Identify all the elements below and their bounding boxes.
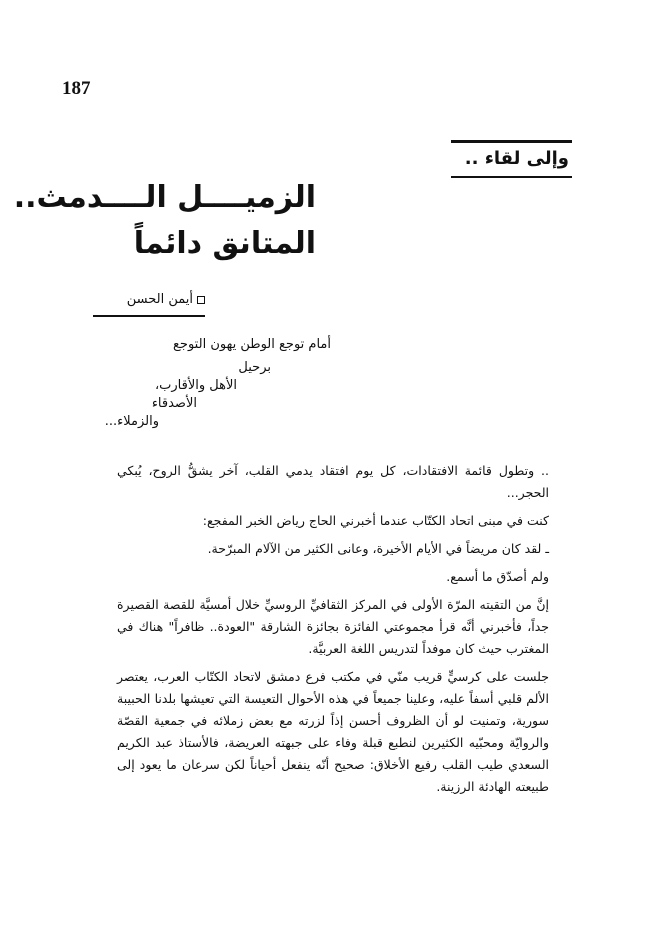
title-line-2: المتانق دائماً — [133, 226, 316, 261]
poem-line: الأهل والأقارب، — [154, 378, 237, 393]
body-paragraph: جلست على كرسيٍّ قريب منّي في مكتب فرع دمشق لاتحاد الكتّاب العرب، يعتصر الألم قلبي أسفاً عليه، وعلينا جميعاً في هذه الأحوال التعيسة التي تعيشها بلدنا الحبيبة سورية، وتمنيت لو أن الظروف أحسن إذاً لزرته مع بعض زملائه في جمعية القصّة والروايّة ومحبّيه الكثيرين لنطبع قبلة وفاء على جبهته العريضة، فالأستاذ عبد الكريم السعدي طيب القلب رفيع الأخلاق: صحيح أنّه ينفعل أحياناً لكن سرعان ما يعود إلى طبيعته الهادئة الرزينة. — [117, 669, 549, 794]
body-paragraph: .. وتطول قائمة الافتقادات، كل يوم افتقاد يدمي القلب، آخر يشقُّ الروح، يُبكي الحجر... — [117, 463, 549, 500]
section-rule-bottom — [451, 176, 572, 178]
square-bullet-icon — [197, 296, 205, 304]
poem-line: برحيل — [238, 360, 271, 375]
author-rule — [93, 315, 205, 317]
body-paragraph: كنت في مبنى اتحاد الكتّاب عندما أخبرني الحاج رياض الخبر المفجع: — [202, 513, 549, 528]
author-name: أيمن الحسن — [126, 292, 193, 307]
poem-line: أمام توجع الوطن يهون التوجع — [173, 337, 331, 352]
section-label: وإلى لقاء .. — [464, 148, 569, 169]
poem-line: والزملاء... — [104, 414, 159, 429]
author-byline — [127, 292, 205, 307]
body-paragraph: ـ لقد كان مريضاً في الأيام الأخيرة، وعانى الكثير من الآلام المبرّحة. — [207, 541, 549, 556]
page-number: 187 — [62, 78, 91, 99]
article-body — [117, 460, 549, 798]
section-rule-top — [451, 140, 572, 143]
body-paragraph: إنَّ من التقيته المرّة الأولى في المركز الثقافيِّ الروسيِّ خلال أمسيَّة للقصة القصيرة جداً، فأخبرني أنَّه قرأ مجموعتي الفائزة بجائزة الشارقة "العودة.. ظافراً" هناك في المغترب حيث كان موفداً لتدريس اللغة العربيَّة. — [117, 597, 549, 656]
body-paragraph: ولم أصدّق ما أسمع. — [446, 569, 549, 584]
poem-line: الأصدقاء — [151, 396, 197, 411]
title-line-1: الزميــــل الــــدمث.. — [13, 180, 316, 215]
